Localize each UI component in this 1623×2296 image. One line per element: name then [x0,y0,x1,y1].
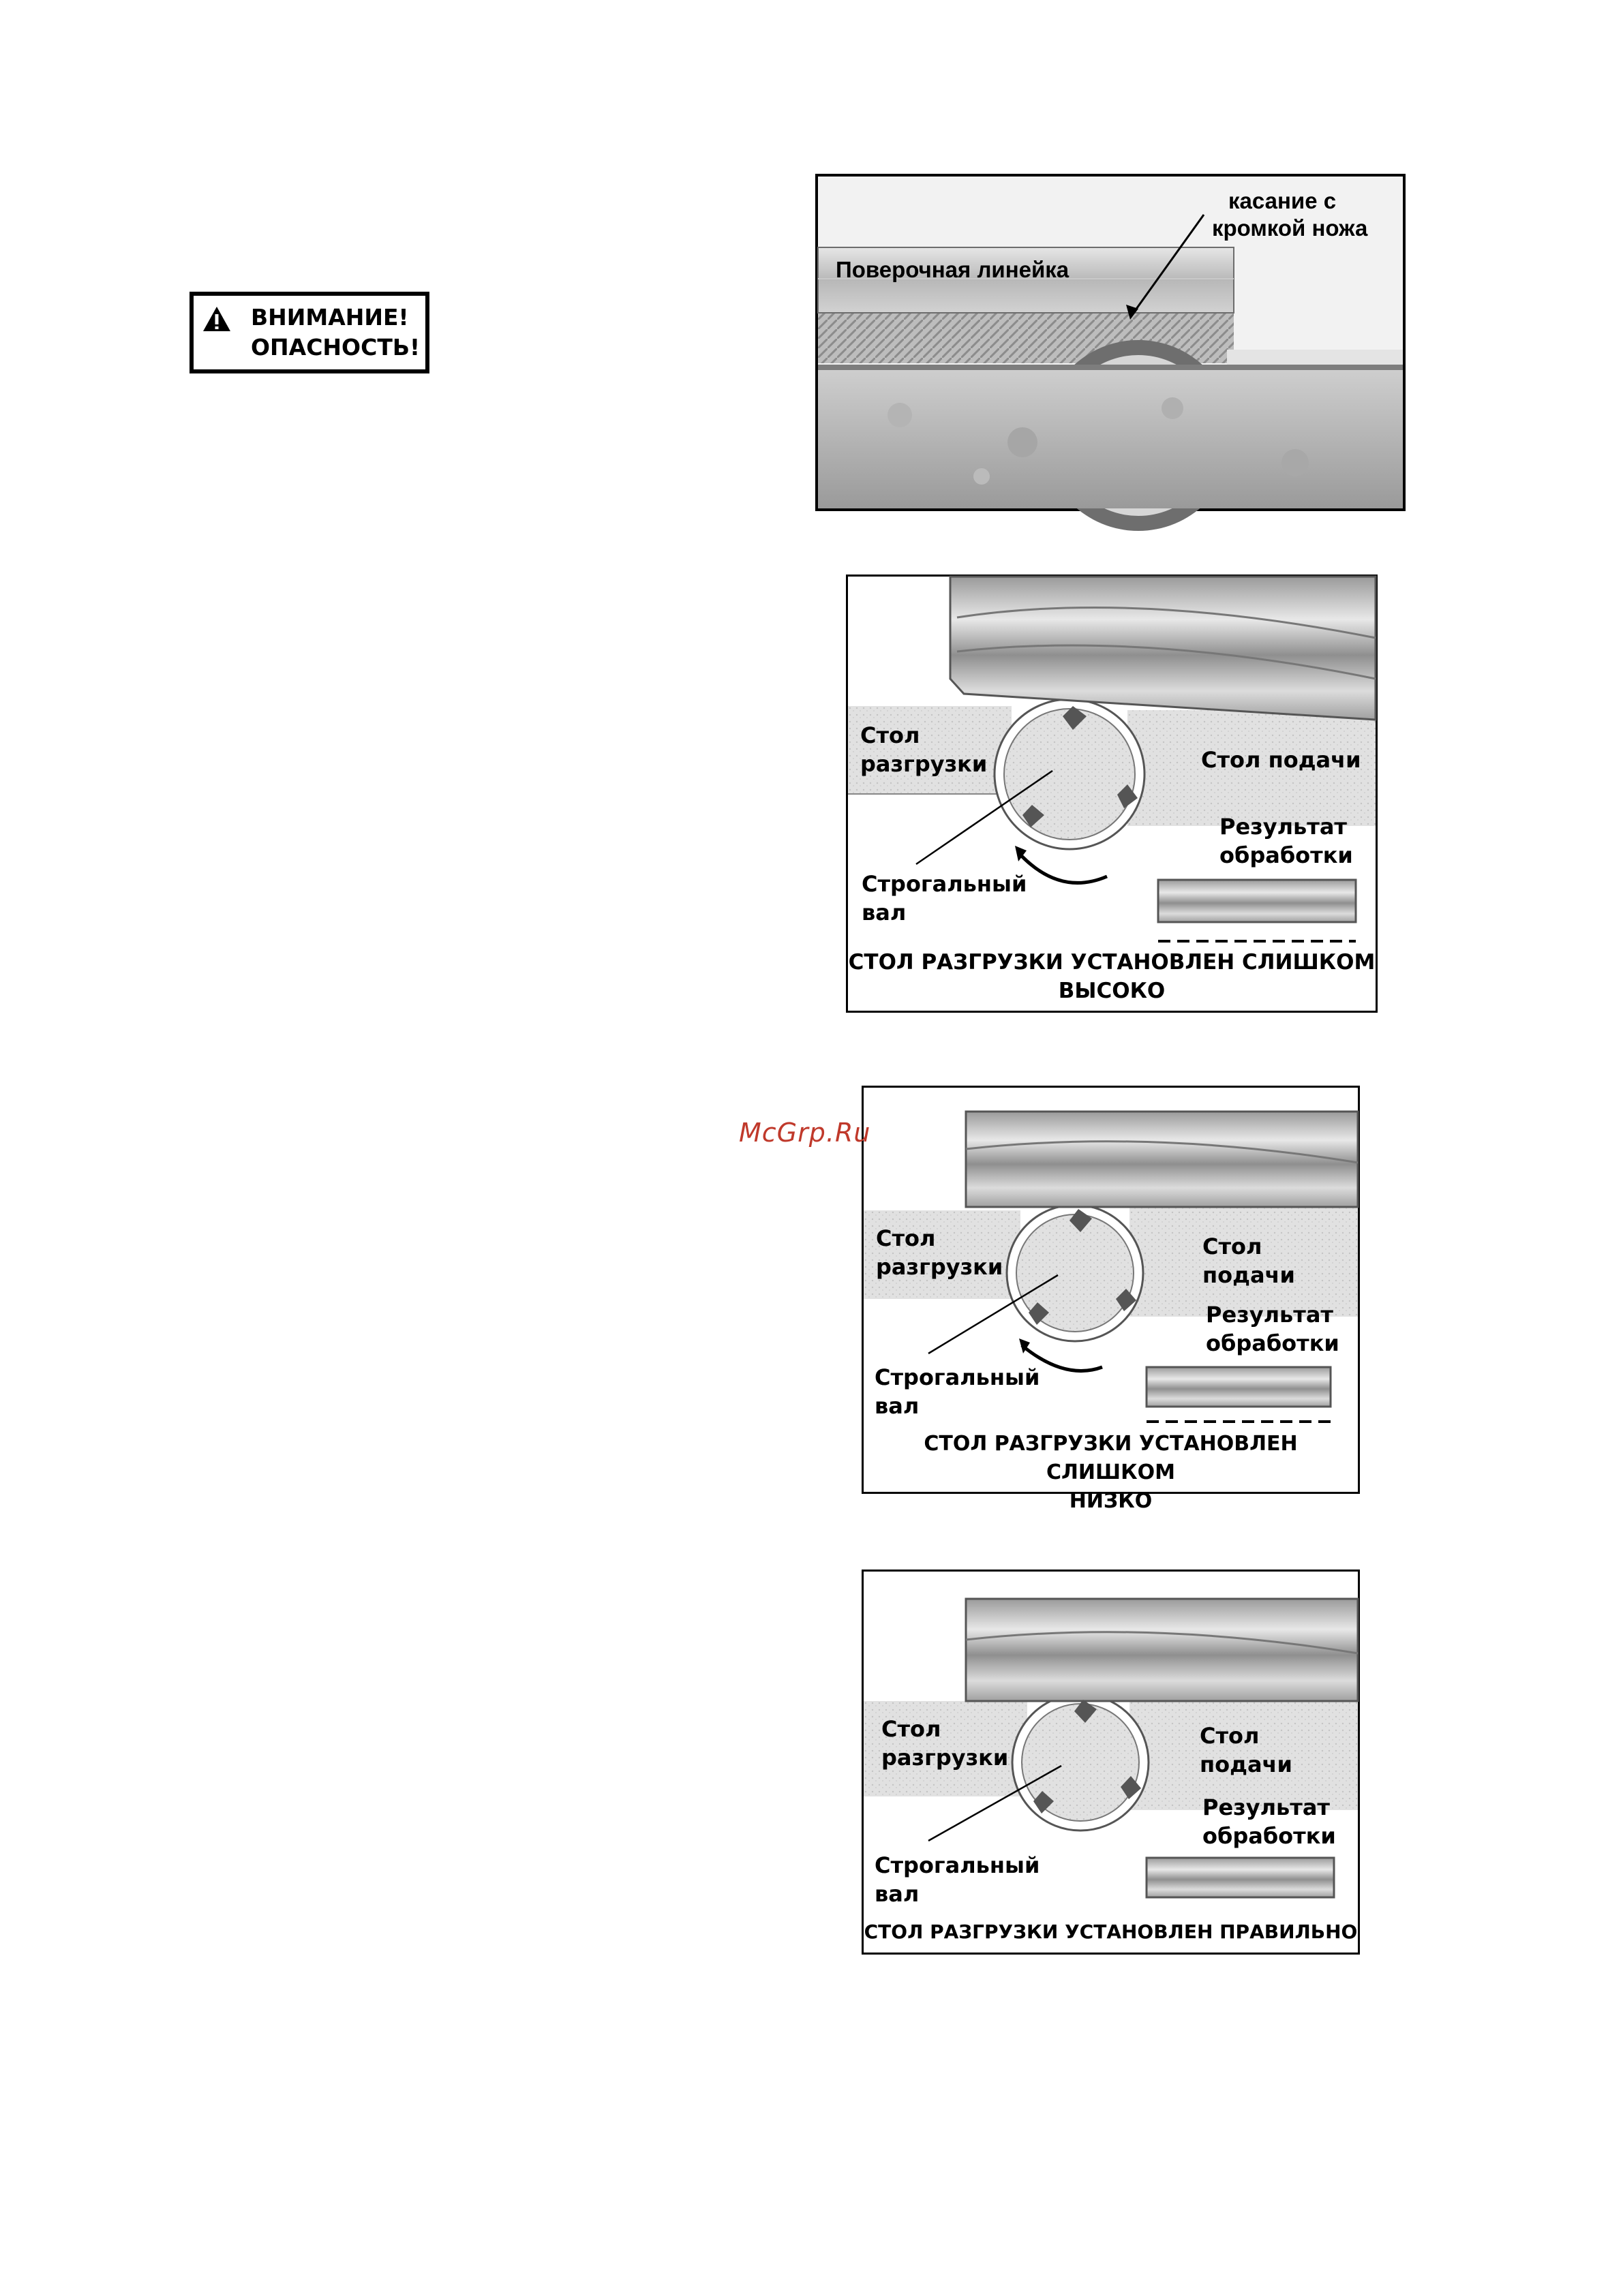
cutterhead-line-1: Строгальный [875,1364,1040,1390]
outfeed-label [860,721,987,778]
cutterhead-line-2: вал [875,1393,920,1419]
result-label [1206,1300,1339,1358]
diagram-outfeed-too-high [846,575,1378,1013]
watermark: McGrp.Ru [739,1118,871,1148]
cutterhead-line-1: Строгальный [862,871,1027,897]
outfeed-line-2: разгрузки [876,1254,1003,1280]
result-line-1: Результат [1219,814,1347,840]
result-label [1219,812,1353,870]
warning-text [251,303,420,363]
cutterhead-line-1: Строгальный [875,1852,1040,1878]
outfeed-line-2: разгрузки [881,1745,1009,1771]
cutterhead-label [862,870,1027,927]
cutterhead-label [875,1851,1040,1908]
infeed-label: Стол подачи [1200,1723,1292,1777]
outfeed-label [881,1715,1008,1772]
diagram-caption [864,1430,1358,1516]
infeed-label: Стол подачи [1201,747,1361,773]
warning-triangle-icon [202,305,232,333]
diagram-outfeed-correct [862,1570,1360,1955]
cutterhead-line-2: вал [862,900,907,925]
caption-line-2: ВЫСОКО [1058,979,1166,1003]
cutterhead-line-2: вал [875,1881,920,1907]
diagram-outfeed-too-low [862,1086,1360,1513]
caption-line-2: НИЗКО [1069,1489,1153,1513]
caption-line-1: СТОЛ РАЗГРУЗКИ УСТАНОВЛЕН СЛИШКОМ [924,1432,1298,1484]
diagram-caption [848,948,1376,1005]
touch-label [1212,187,1367,242]
touch-label-line-2: кромкой ножа [1212,215,1368,241]
diagram-caption [864,1919,1358,1945]
caption-line-1: СТОЛ РАЗГРУЗКИ УСТАНОВЛЕН СЛИШКОМ [848,950,1376,975]
warning-line-2: ОПАСНОСТЬ! [251,334,421,361]
result-label [1202,1793,1336,1850]
result-line-1: Результат [1202,1794,1330,1820]
result-line-2: обработки [1206,1330,1339,1356]
result-line-1: Результат [1206,1302,1333,1328]
outfeed-line-1: Стол [881,1716,941,1742]
touch-label-line-1: касание с [1228,188,1337,213]
warning-label [189,292,429,373]
warning-line-1: ВНИМАНИЕ! [251,304,409,331]
outfeed-line-1: Стол [860,722,920,748]
cutterhead-label [875,1363,1040,1420]
infeed-label: Стол подачи [1202,1234,1295,1288]
outfeed-line-1: Стол [876,1225,936,1251]
result-line-2: обработки [1202,1823,1336,1849]
straightedge-photo [815,174,1406,511]
caption-line-1: СТОЛ РАЗГРУЗКИ УСТАНОВЛЕН ПРАВИЛЬНО [864,1920,1358,1943]
result-line-2: обработки [1219,842,1353,868]
ruler-label: Поверочная линейка [836,257,1070,282]
outfeed-label [876,1224,1003,1281]
outfeed-line-2: разгрузки [860,751,988,777]
